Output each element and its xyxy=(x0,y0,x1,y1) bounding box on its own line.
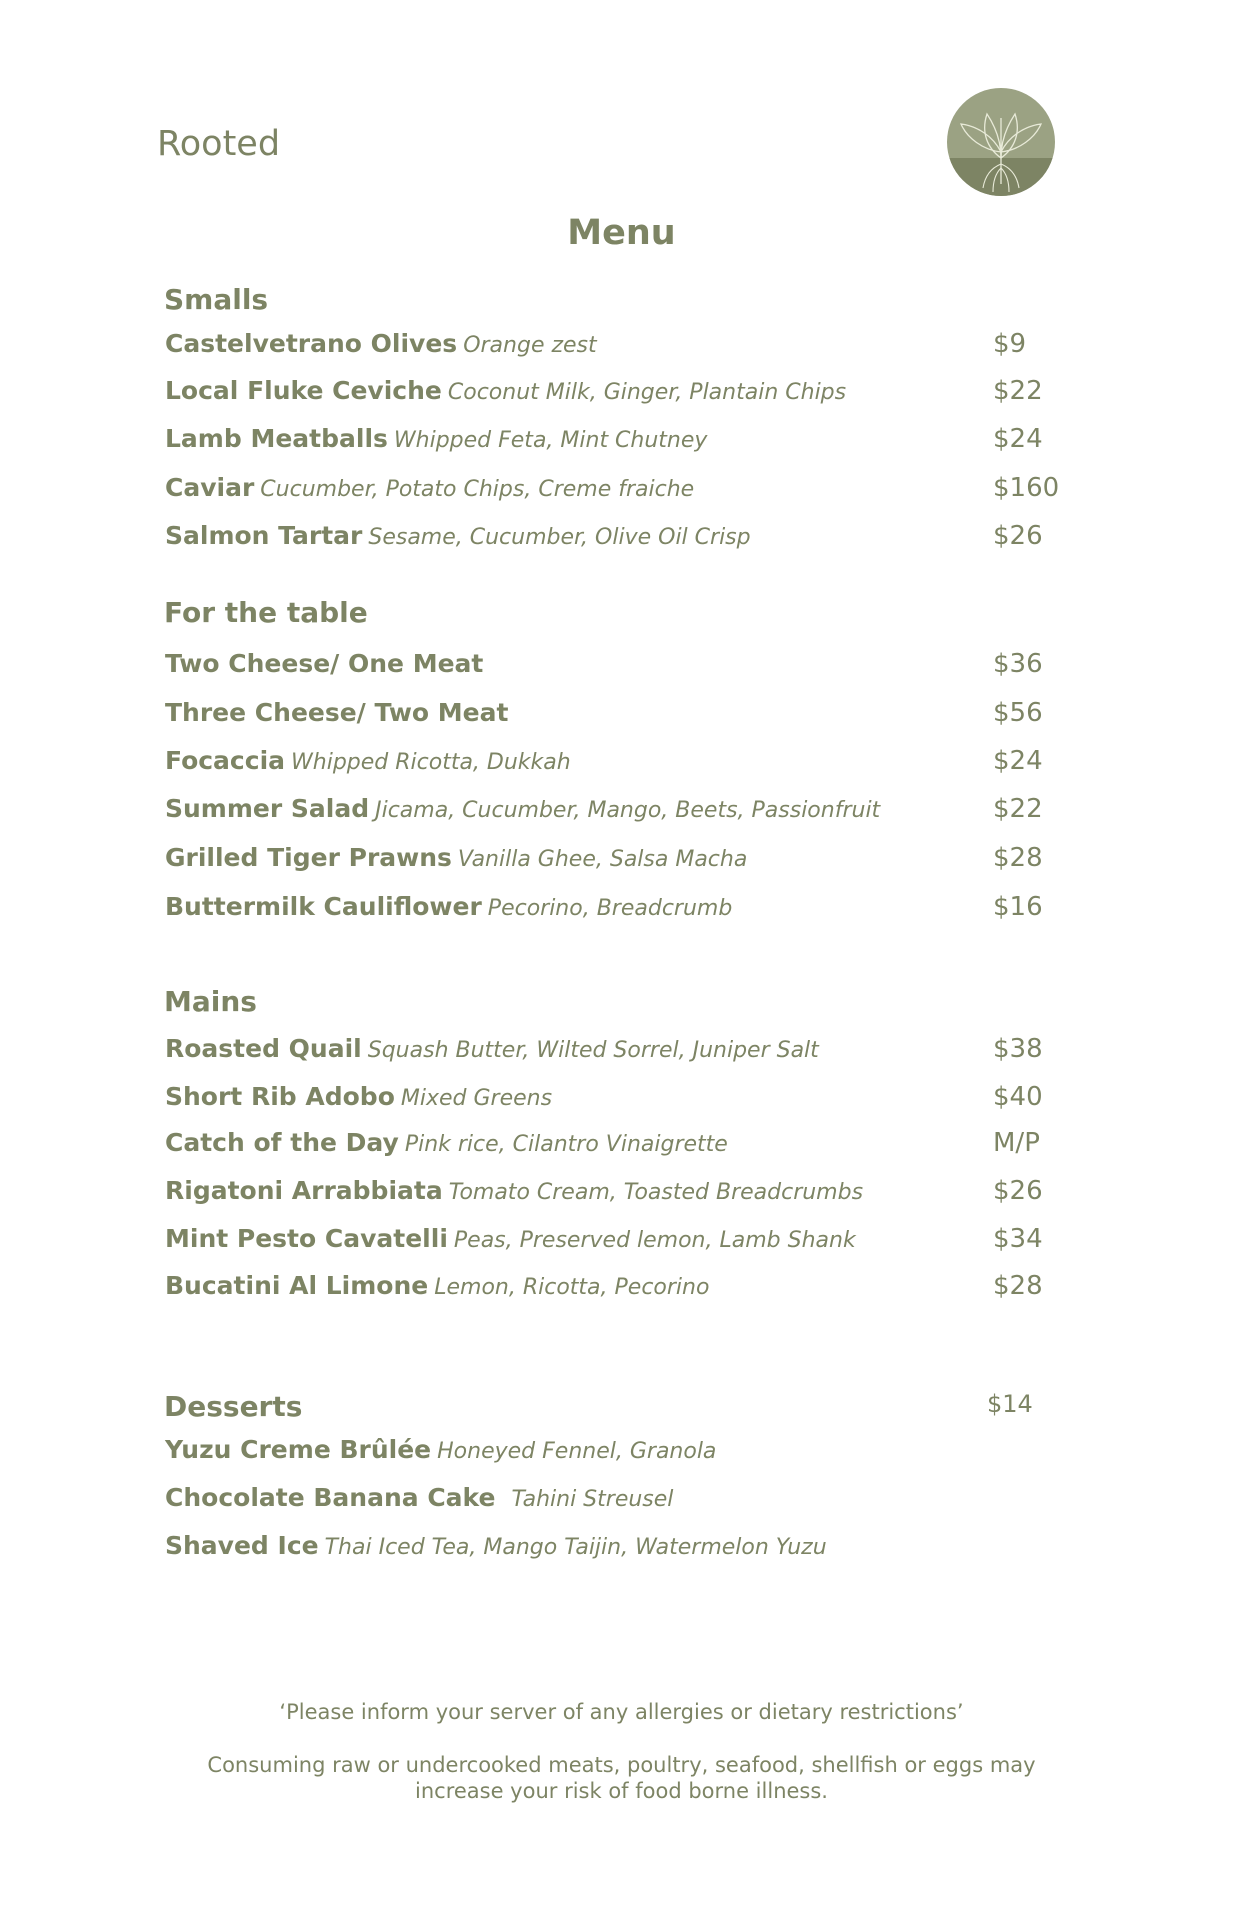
item-price: $40 xyxy=(993,1082,1043,1112)
item-name: Lamb Meatballs xyxy=(165,424,388,453)
item-name: Local Fluke Ceviche xyxy=(165,376,442,405)
item-price: $28 xyxy=(993,843,1043,873)
section-title-mains: Mains xyxy=(164,985,257,1018)
item-name: Yuzu Creme Brûlée xyxy=(165,1435,432,1464)
menu-item xyxy=(165,1270,885,1304)
item-description: Honeyed Fennel, Granola xyxy=(437,1439,717,1464)
menu-item xyxy=(165,328,885,362)
item-description: Pink rice, Cilantro Vinaigrette xyxy=(404,1132,728,1157)
item-name: Salmon Tartar xyxy=(165,521,363,550)
item-price: $26 xyxy=(993,521,1043,551)
item-price: $24 xyxy=(993,746,1043,776)
menu-item xyxy=(165,1127,885,1161)
item-name: Castelvetrano Olives xyxy=(165,329,458,358)
menu-item xyxy=(165,472,885,506)
food-safety-note-line-2: increase your risk of food borne illness. xyxy=(415,1779,828,1803)
item-description: Whipped Ricotta, Dukkah xyxy=(291,750,571,775)
item-price: $28 xyxy=(993,1271,1043,1301)
item-description: Orange zest xyxy=(463,333,597,358)
item-description: Whipped Feta, Mint Chutney xyxy=(393,428,708,453)
menu-item xyxy=(165,745,885,779)
item-name: Focaccia xyxy=(165,746,286,775)
item-description: Sesame, Cucumber, Olive Oil Crisp xyxy=(368,525,751,550)
item-price: M/P xyxy=(993,1128,1040,1158)
item-name: Mint Pesto Cavatelli xyxy=(165,1224,448,1253)
item-name: Short Rib Adobo xyxy=(165,1082,395,1111)
item-description: Jicama, Cucumber, Mango, Beets, Passionfruit xyxy=(375,798,881,823)
brand-name: Rooted xyxy=(157,124,281,164)
menu-item xyxy=(165,1175,885,1209)
item-price: $16 xyxy=(993,892,1043,922)
leaf-emblem-icon xyxy=(947,88,1055,196)
item-price: $26 xyxy=(993,1176,1043,1206)
menu-item xyxy=(165,891,885,925)
menu-item xyxy=(165,1033,885,1067)
item-name: Three Cheese/ Two Meat xyxy=(165,698,509,727)
menu-item xyxy=(165,423,885,457)
item-price: $38 xyxy=(993,1034,1043,1064)
food-safety-note-line-1: Consuming raw or undercooked meats, poultry, seafood, shellfish or eggs may xyxy=(207,1753,1036,1777)
item-name: Rigatoni Arrabbiata xyxy=(165,1176,443,1205)
item-price: $9 xyxy=(993,329,1027,359)
menu-item xyxy=(165,1223,885,1257)
item-name: Chocolate Banana Cake xyxy=(165,1483,496,1512)
menu-item xyxy=(165,697,885,731)
item-description: Thai Iced Tea, Mango Taijin, Watermelon Yuzu xyxy=(324,1535,827,1560)
item-description: Cucumber, Potato Chips, Creme fraiche xyxy=(260,477,695,502)
item-name: Summer Salad xyxy=(165,794,370,823)
menu-item xyxy=(165,842,885,876)
section-title-desserts: Desserts xyxy=(164,1390,303,1423)
page-title: Menu xyxy=(567,213,676,253)
item-name: Catch of the Day xyxy=(165,1128,399,1157)
item-description: Squash Butter, Wilted Sorrel, Juniper Salt xyxy=(367,1038,819,1063)
item-price: $56 xyxy=(993,698,1043,728)
item-price: $22 xyxy=(993,376,1043,406)
item-description: Peas, Preserved lemon, Lamb Shank xyxy=(453,1228,856,1253)
item-price: $24 xyxy=(993,424,1043,454)
item-price: $34 xyxy=(993,1224,1043,1254)
item-price: $160 xyxy=(993,473,1060,503)
item-name: Grilled Tiger Prawns xyxy=(165,843,452,872)
menu-item xyxy=(165,375,885,409)
item-description: Lemon, Ricotta, Pecorino xyxy=(434,1275,710,1300)
menu-item xyxy=(165,648,885,682)
item-name: Bucatini Al Limone xyxy=(165,1271,429,1300)
menu-item xyxy=(165,520,885,554)
item-name: Two Cheese/ One Meat xyxy=(165,649,484,678)
item-description: Vanilla Ghee, Salsa Macha xyxy=(457,847,748,872)
item-name: Caviar xyxy=(165,473,255,502)
menu-item xyxy=(165,1530,885,1564)
item-description: Tomato Cream, Toasted Breadcrumbs xyxy=(448,1180,864,1205)
desserts-price: $14 xyxy=(987,1390,1033,1418)
item-description: Mixed Greens xyxy=(400,1086,553,1111)
item-price: $36 xyxy=(993,649,1043,679)
item-name: Buttermilk Cauliflower xyxy=(165,892,482,921)
section-title-for-the-table: For the table xyxy=(164,596,368,629)
item-description: Coconut Milk, Ginger, Plantain Chips xyxy=(447,380,847,405)
menu-item xyxy=(165,1434,885,1468)
menu-item xyxy=(165,1482,885,1516)
section-title-smalls: Smalls xyxy=(164,283,269,316)
item-price: $22 xyxy=(993,794,1043,824)
item-description: Tahini Streusel xyxy=(511,1487,674,1512)
item-name: Shaved Ice xyxy=(165,1531,319,1560)
item-name: Roasted Quail xyxy=(165,1034,362,1063)
menu-item xyxy=(165,1081,885,1115)
allergy-note: ‘Please inform your server of any allergies or dietary restrictions’ xyxy=(279,1700,964,1724)
menu-item xyxy=(165,793,885,827)
item-description: Pecorino, Breadcrumb xyxy=(487,896,733,921)
